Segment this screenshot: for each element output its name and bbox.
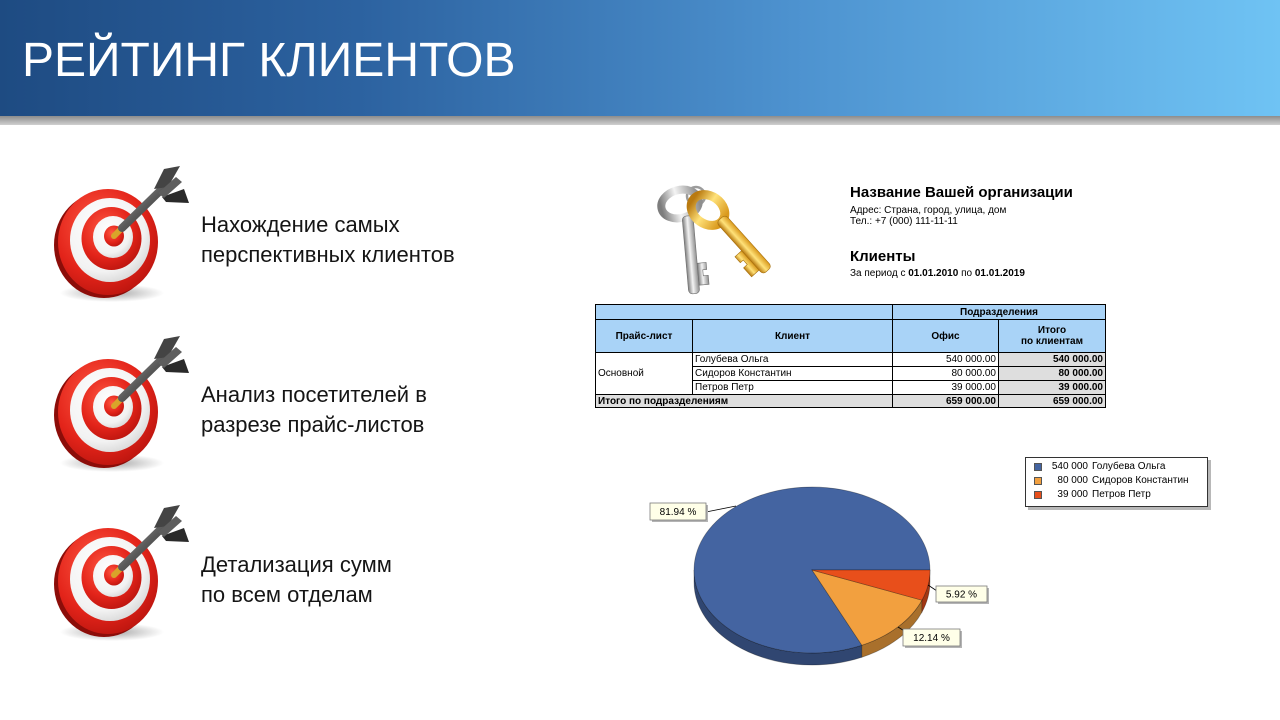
header-office: Офис — [893, 320, 999, 353]
legend-label: Петров Петр — [1092, 489, 1151, 500]
header-total-line: по клиентам — [1020, 336, 1083, 347]
cell-client: Петров Петр — [693, 381, 893, 395]
period-middle: по — [961, 268, 973, 279]
cell-client: Сидоров Константин — [693, 367, 893, 381]
bullet-line: перспективных клиентов — [201, 242, 455, 267]
legend-swatch — [1034, 491, 1042, 499]
keys-icon — [650, 178, 775, 303]
bullet-line: Нахождение самых — [201, 212, 400, 237]
header-client: Клиент — [693, 320, 893, 353]
bullet-line: по всем отделам — [201, 582, 373, 607]
legend-item — [1026, 488, 1207, 502]
clients-table — [595, 304, 1106, 408]
legend-value: 540 000 — [1051, 461, 1088, 472]
header-total-line: Итого — [1037, 325, 1067, 336]
legend-value: 80 000 — [1057, 475, 1088, 486]
title-banner — [0, 0, 1280, 116]
cell-total: 39 000.00 — [999, 381, 1106, 395]
slide-title: РЕЙТИНГ КЛИЕНТОВ — [22, 34, 516, 87]
legend-item — [1026, 474, 1207, 488]
cell-office: 540 000.00 — [893, 353, 999, 367]
cell-grand-office: 659 000.00 — [893, 395, 999, 408]
header-total — [999, 320, 1106, 353]
target-icon — [50, 165, 190, 305]
pie-label-1 — [898, 627, 962, 648]
header-group-departments: Подразделения — [893, 305, 1106, 320]
header-price-list: Прайс-лист — [596, 320, 693, 353]
cell-office: 80 000.00 — [893, 367, 999, 381]
pie-slices — [694, 487, 930, 653]
legend-value: 39 000 — [1057, 489, 1088, 500]
header-blank-cell — [596, 305, 893, 320]
legend-swatch — [1034, 463, 1042, 471]
cell-total: 540 000.00 — [999, 353, 1106, 367]
pie-label-text: 81.94 % — [659, 507, 697, 518]
org-address: Адрес: Страна, город, улица, дом — [850, 205, 1007, 216]
table-header-row — [596, 305, 1106, 320]
bullet-item — [50, 165, 470, 305]
table-row — [596, 353, 1106, 367]
legend-label: Сидоров Константин — [1092, 475, 1189, 486]
cell-office: 39 000.00 — [893, 381, 999, 395]
period-prefix: За период с — [850, 268, 906, 279]
bullet-line: Анализ посетителей в — [201, 382, 427, 407]
table-header-row — [596, 320, 1106, 353]
legend-swatch — [1034, 477, 1042, 485]
bullet-item — [50, 335, 470, 475]
legend-item — [1026, 460, 1207, 474]
table-grand-total-row — [596, 395, 1106, 408]
legend-label: Голубева Ольга — [1092, 461, 1166, 472]
target-icon — [50, 335, 190, 475]
pie-chart — [600, 450, 1020, 690]
cell-grand-label: Итого по подразделениям — [596, 395, 893, 408]
title-underline — [0, 116, 1280, 125]
target-icon — [50, 504, 190, 644]
org-name: Название Вашей организации — [850, 184, 1073, 201]
cell-price-list: Основной — [596, 353, 693, 395]
cell-client: Голубева Ольга — [693, 353, 893, 367]
bullet-line: разрезе прайс-листов — [201, 412, 425, 437]
report-period — [850, 268, 1025, 280]
bullet-item — [50, 504, 470, 644]
period-from: 01.01.2010 — [908, 268, 959, 279]
chart-legend — [1025, 457, 1208, 507]
period-to: 01.01.2019 — [974, 268, 1025, 279]
pie-label-text: 5.92 % — [945, 589, 978, 601]
cell-grand-total: 659 000.00 — [999, 395, 1106, 408]
pie-label-text: 12.14 % — [913, 633, 950, 644]
report-title: Клиенты — [850, 248, 916, 265]
bullet-text — [201, 380, 427, 440]
cell-total: 80 000.00 — [999, 367, 1106, 381]
bullet-text — [201, 210, 455, 270]
bullet-line: Детализация сумм — [201, 552, 392, 577]
bullet-text — [201, 550, 392, 610]
pie-label-2 — [928, 585, 989, 604]
org-phone: Тел.: +7 (000) 111-11-11 — [850, 216, 958, 227]
